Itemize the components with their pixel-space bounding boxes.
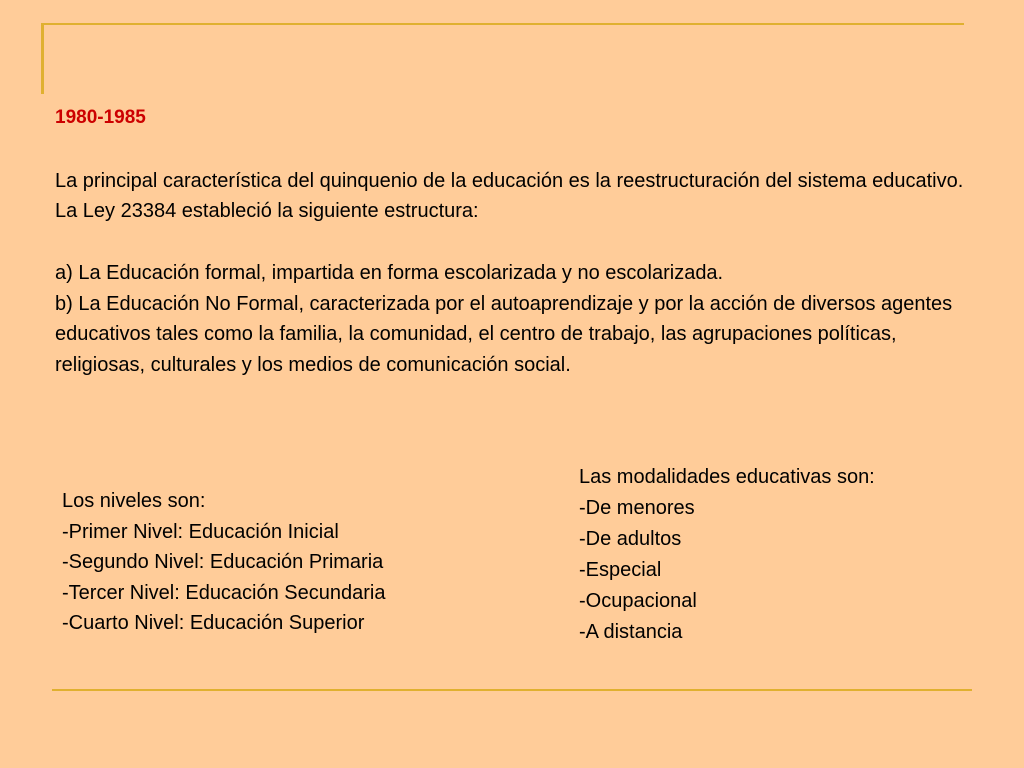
intro-paragraph: La principal característica del quinquenio de la educación es la reestructuración del sistema educativo. La Ley 23384 estableció la siguiente estructura:	[55, 170, 964, 222]
left-accent-line	[41, 23, 44, 94]
period-heading: 1980-1985	[55, 107, 146, 128]
levels-title: Los niveles son:	[62, 490, 206, 512]
levels-block	[62, 486, 532, 639]
modalities-title: Las modalidades educativas son:	[579, 466, 875, 488]
modality-item: -Especial	[579, 559, 662, 581]
bottom-divider-line	[52, 689, 972, 691]
level-item: -Primer Nivel: Educación Inicial	[62, 520, 339, 543]
modality-item: -Ocupacional	[579, 590, 697, 612]
non-formal-education-item: b) La Educación No Formal, caracterizada por el autoaprendizaje y por la acción de diversos agentes educativos tales como la familia, la comunidad, el centro de trabajo, las agrupaciones políticas, religiosas, culturales y los medios de comunicación social.	[55, 292, 953, 376]
modality-item: -A distancia	[579, 621, 683, 643]
formal-education-item: a) La Educación formal, impartida en forma escolarizada y no escolarizada.	[55, 262, 724, 284]
education-forms-list	[55, 258, 975, 380]
modalities-block	[579, 462, 999, 648]
top-divider-line	[41, 23, 964, 25]
modality-item: -De adultos	[579, 528, 682, 550]
modality-item: -De menores	[579, 497, 695, 519]
level-item: -Segundo Nivel: Educación Primaria	[62, 551, 384, 573]
level-item: -Cuarto Nivel: Educación Superior	[62, 612, 365, 634]
level-item: -Tercer Nivel: Educación Secundaria	[62, 581, 386, 604]
